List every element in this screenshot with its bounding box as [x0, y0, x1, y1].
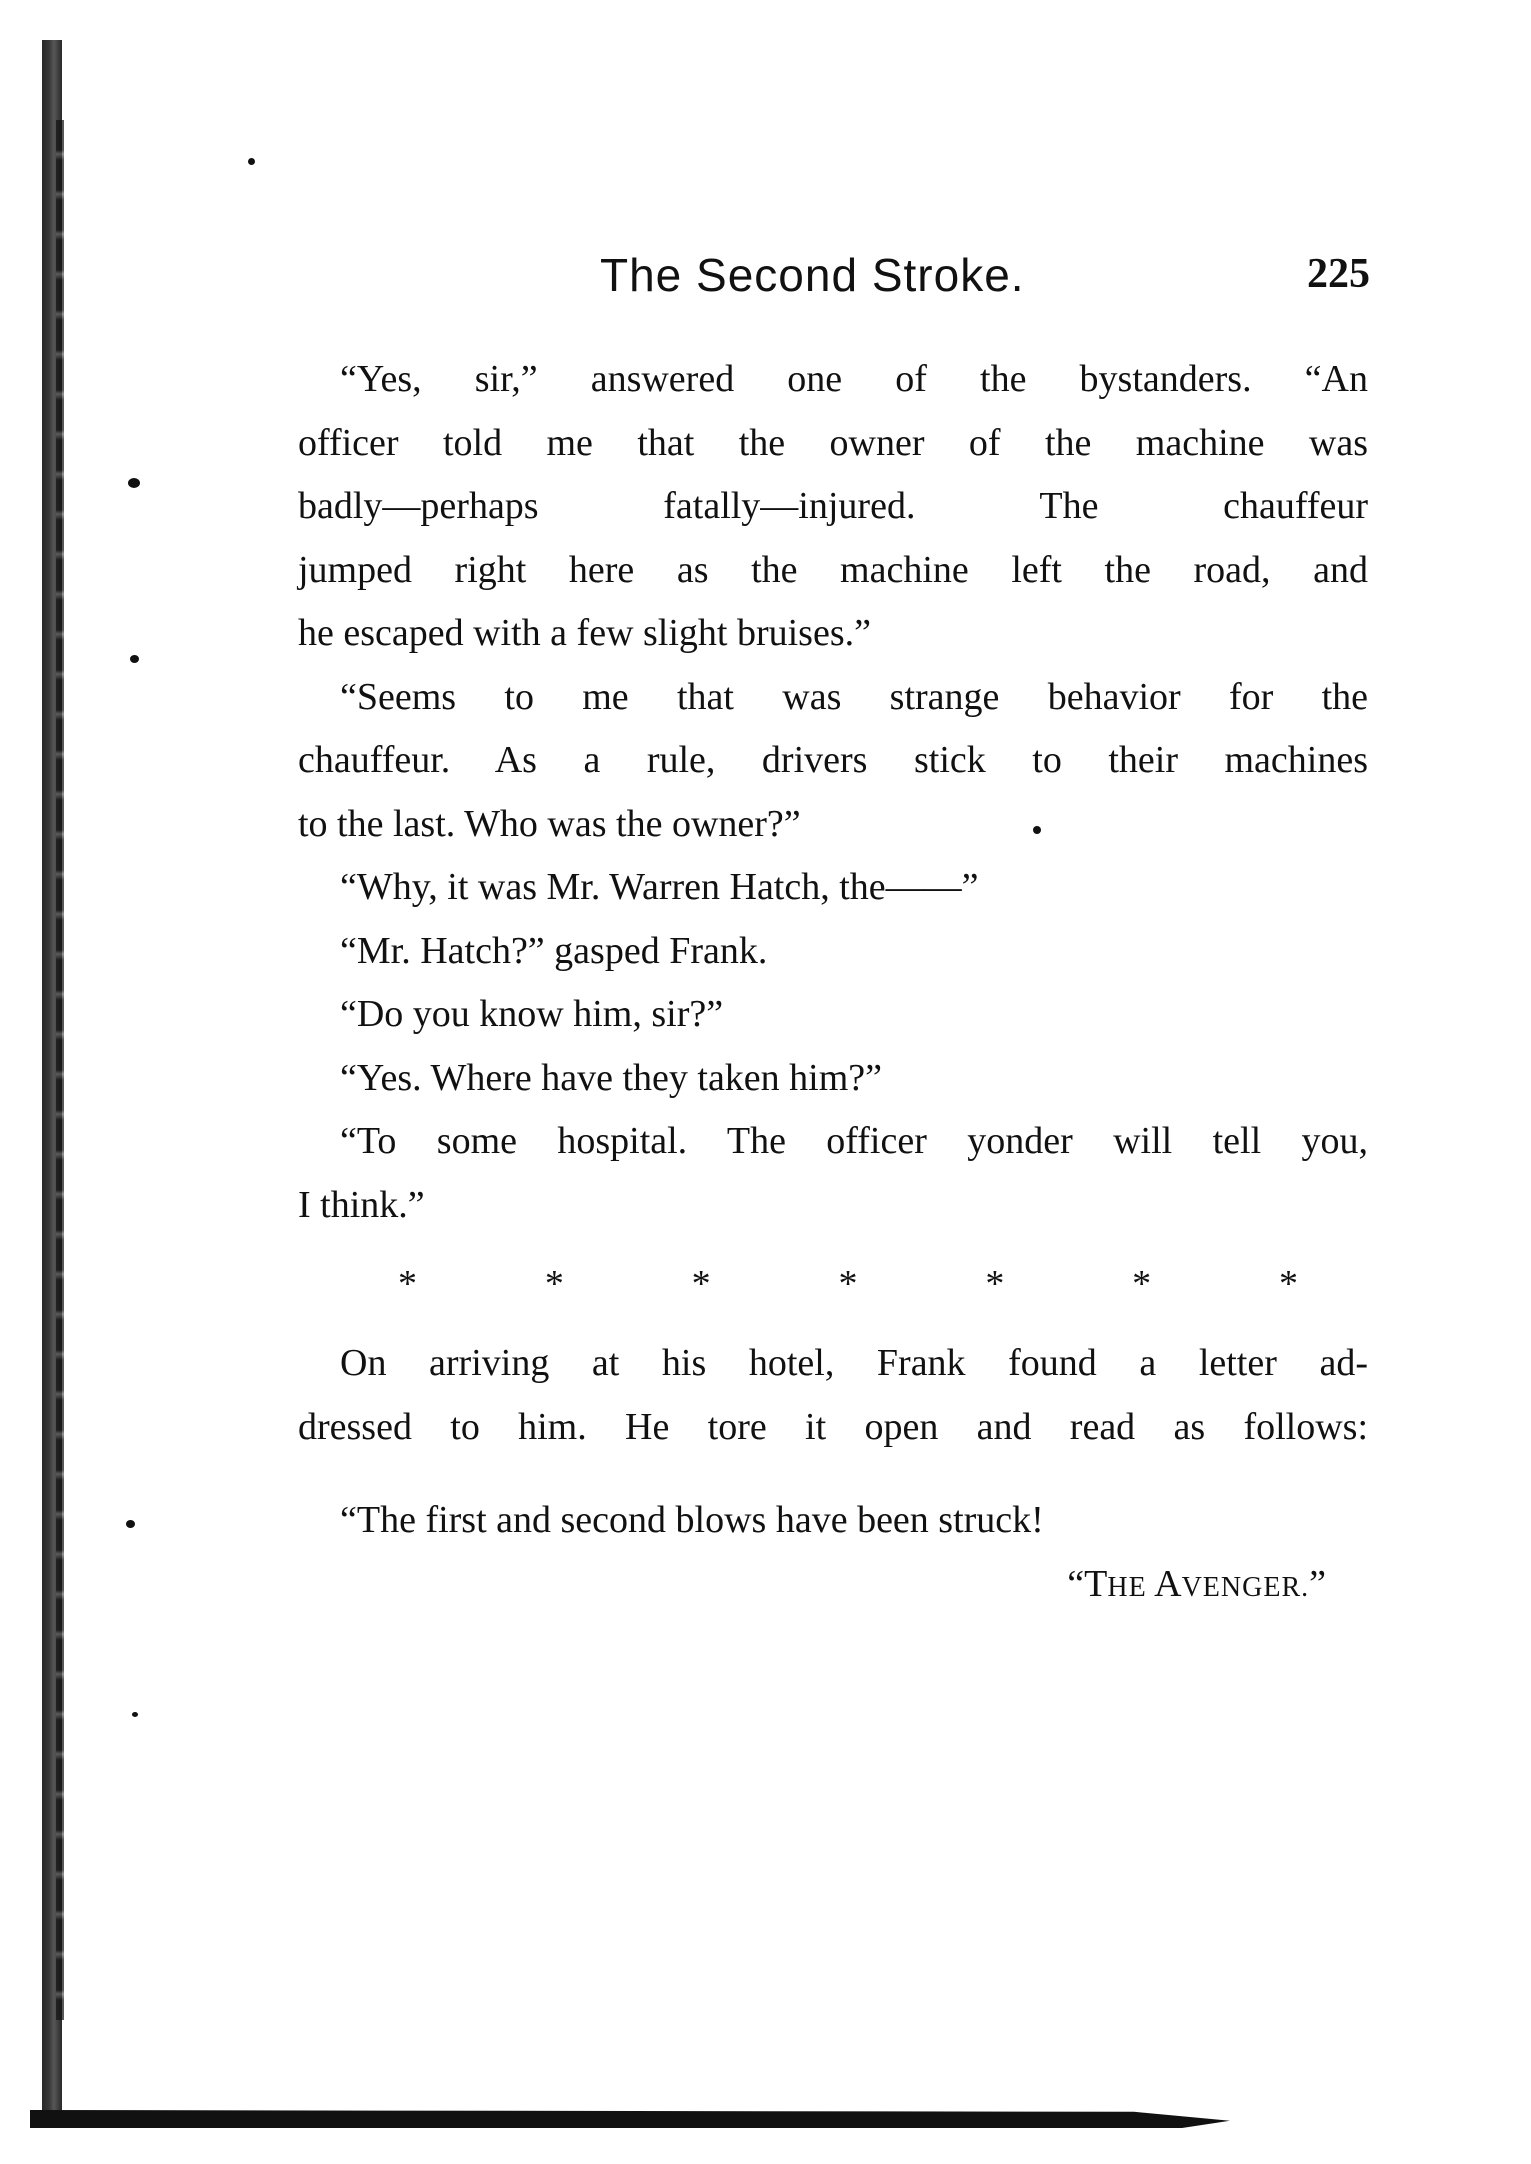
letter-signature — [298, 1553, 1368, 1617]
text-line: dressed to him. He tore it open and read as follows: — [298, 1405, 1368, 1448]
text-line: On arriving at his hotel, Frank found a letter ad- — [340, 1342, 1368, 1384]
separator-asterisk: * — [691, 1262, 711, 1305]
text-line: “Mr. Hatch?” gasped Frank. — [340, 929, 768, 972]
scan-speck — [126, 1520, 135, 1528]
text-line: officer told me that the owner of the machine was — [298, 421, 1368, 464]
text-line: he escaped with a few slight bruises.” — [298, 612, 871, 654]
signature-open-quote: “ — [1067, 1562, 1085, 1605]
page-number: 225 — [1307, 251, 1370, 297]
text-line: “Why, it was Mr. Warren Hatch, the——” — [340, 866, 979, 908]
page-text — [298, 348, 1368, 1616]
separator-asterisk: * — [398, 1262, 417, 1305]
separator-asterisk: * — [544, 1262, 564, 1305]
signature-initial: T — [1084, 1562, 1108, 1605]
text-line: “Do you know him, sir?” — [340, 993, 724, 1035]
section-separator — [298, 1237, 1368, 1332]
text-line: “Seems to me that was strange behavior for the — [340, 675, 1368, 718]
text-line: “Yes, sir,” answered one of the bystanders. “An — [340, 358, 1368, 400]
binding-edge-shadow — [56, 120, 64, 2020]
signature-initial: A — [1154, 1562, 1182, 1605]
chapter-title: The Second Stroke. — [600, 249, 1025, 301]
text-line: jumped right here as the machine left the road, and — [298, 548, 1368, 591]
bottom-page-edge — [30, 2110, 1230, 2128]
separator-asterisk: * — [1278, 1262, 1298, 1305]
separator-asterisk: * — [1132, 1262, 1152, 1305]
signature-smallcaps: HE — [1107, 1571, 1147, 1603]
signature-smallcaps: VENGER. — [1181, 1571, 1310, 1603]
scan-speck — [248, 158, 255, 165]
scan-speck — [128, 478, 140, 488]
running-head — [300, 248, 1370, 308]
spacer — [298, 1459, 1368, 1489]
letter-text: “The first and second blows have been struck! — [340, 1499, 1044, 1541]
text-line: I think.” — [298, 1183, 425, 1226]
text-line: “Yes. Where have they taken him?” — [340, 1056, 883, 1099]
signature-close-quote: ” — [1309, 1562, 1326, 1605]
text-line: badly—perhaps fatally—injured. The chauffeur — [298, 485, 1368, 527]
text-line: chauffeur. As a rule, drivers stick to their machines — [298, 739, 1368, 781]
separator-asterisk: * — [985, 1262, 1005, 1305]
separator-asterisk: * — [838, 1262, 858, 1305]
text-line: “To some hospital. The officer yonder will tell you, — [340, 1120, 1368, 1162]
scan-speck — [130, 655, 139, 663]
scan-speck — [132, 1712, 138, 1717]
text-line: to the last. Who was the owner?” — [298, 802, 801, 845]
